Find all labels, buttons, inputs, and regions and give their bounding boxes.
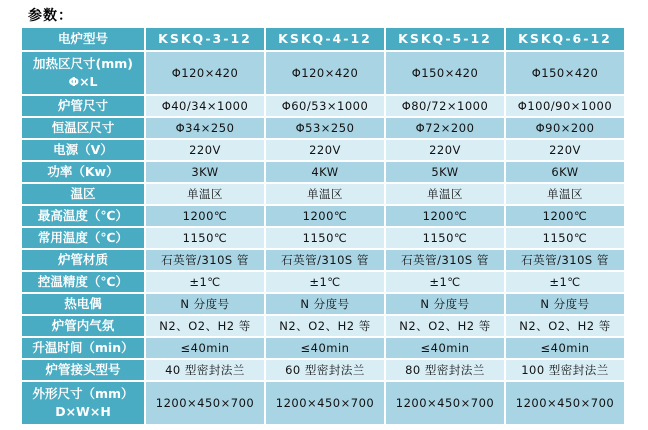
spec-cell: N2、O2、H2 等 — [386, 316, 504, 336]
row-label-line1: 炉管尺寸 — [57, 97, 108, 113]
spec-cell: N 分度号 — [386, 294, 504, 314]
page-title: 参数： — [28, 8, 73, 24]
row-label-line2: Φ×L — [68, 74, 98, 89]
spec-cell: 石英管/310S 管 — [266, 250, 384, 270]
spec-cell: Φ40/34×1000 — [146, 96, 264, 116]
spec-cell: ±1℃ — [506, 272, 624, 292]
spec-cell: 220V — [146, 140, 264, 160]
spec-cell: 1200℃ — [506, 206, 624, 226]
spec-cell: Φ72×200 — [386, 118, 504, 138]
spec-cell: Φ80/72×1000 — [386, 96, 504, 116]
spec-cell: N2、O2、H2 等 — [506, 316, 624, 336]
row-label-line1: 炉管材质 — [57, 251, 108, 267]
spec-cell: N 分度号 — [506, 294, 624, 314]
row-label-line1: 恒温区尺寸 — [51, 119, 115, 135]
spec-cell: N2、O2、H2 等 — [266, 316, 384, 336]
spec-cell: ±1℃ — [146, 272, 264, 292]
spec-cell: 1150℃ — [146, 228, 264, 248]
row-label-line1: 外形尺寸（mm） — [32, 385, 134, 401]
row-label-line1: 电源（V） — [53, 141, 113, 157]
spec-cell: 石英管/310S 管 — [506, 250, 624, 270]
spec-cell: ±1℃ — [266, 272, 384, 292]
spec-cell: 单温区 — [146, 184, 264, 204]
spec-cell: 1150℃ — [266, 228, 384, 248]
column-header-model: KSKQ-3-12 — [146, 28, 264, 50]
row-label-line1: 炉管内气氛 — [51, 317, 115, 333]
spec-cell: ≤40min — [386, 338, 504, 358]
row-label — [22, 162, 144, 182]
spec-cell: ≤40min — [506, 338, 624, 358]
row-label-line1: 温区 — [70, 185, 96, 201]
spec-cell: 1150℃ — [386, 228, 504, 248]
spec-cell: 4KW — [266, 162, 384, 182]
spec-cell: 220V — [386, 140, 504, 160]
spec-cell: 1200×450×700 — [146, 382, 264, 424]
spec-cell: 单温区 — [266, 184, 384, 204]
row-label-line1: 功率（Kw） — [47, 163, 119, 179]
column-header-parameter: 电炉型号 — [22, 28, 144, 50]
spec-cell: 1150℃ — [506, 228, 624, 248]
row-label-line1: 最高温度（℃） — [37, 207, 129, 223]
spec-cell: 5KW — [386, 162, 504, 182]
row-label — [22, 206, 144, 226]
spec-cell: 60 型密封法兰 — [266, 360, 384, 380]
row-label — [22, 96, 144, 116]
spec-cell: 单温区 — [506, 184, 624, 204]
spec-cell: 石英管/310S 管 — [146, 250, 264, 270]
row-label-line1: 加热区尺寸(mm) — [33, 55, 133, 71]
spec-cell: 1200℃ — [386, 206, 504, 226]
spec-table — [22, 28, 624, 424]
spec-cell: Φ120×420 — [146, 52, 264, 94]
spec-cell: 100 型密封法兰 — [506, 360, 624, 380]
spec-cell: 80 型密封法兰 — [386, 360, 504, 380]
spec-cell: Φ53×250 — [266, 118, 384, 138]
spec-cell: 1200×450×700 — [266, 382, 384, 424]
row-label — [22, 228, 144, 248]
spec-cell: Φ34×250 — [146, 118, 264, 138]
row-label-line1: 升温时间（min） — [32, 339, 134, 355]
spec-cell: 1200℃ — [266, 206, 384, 226]
spec-cell: Φ120×420 — [266, 52, 384, 94]
spec-cell: 1200×450×700 — [386, 382, 504, 424]
spec-cell: 石英管/310S 管 — [386, 250, 504, 270]
spec-cell: 单温区 — [386, 184, 504, 204]
row-label — [22, 250, 144, 270]
spec-cell: 6KW — [506, 162, 624, 182]
row-label-line2: D×W×H — [55, 404, 111, 419]
spec-cell: ≤40min — [266, 338, 384, 358]
spec-cell: Φ60/53×1000 — [266, 96, 384, 116]
column-header-model: KSKQ-4-12 — [266, 28, 384, 50]
spec-cell: 3KW — [146, 162, 264, 182]
spec-cell: 1200×450×700 — [506, 382, 624, 424]
row-label-line1: 热电偶 — [64, 295, 102, 311]
spec-cell: 40 型密封法兰 — [146, 360, 264, 380]
spec-cell: 220V — [266, 140, 384, 160]
row-label — [22, 118, 144, 138]
column-header-model: KSKQ-6-12 — [506, 28, 624, 50]
spec-cell: ±1℃ — [386, 272, 504, 292]
spec-cell: Φ150×420 — [386, 52, 504, 94]
row-label — [22, 382, 144, 424]
spec-cell: N 分度号 — [146, 294, 264, 314]
spec-cell: N 分度号 — [266, 294, 384, 314]
row-label-line1: 常用温度（℃） — [37, 229, 129, 245]
column-header-model: KSKQ-5-12 — [386, 28, 504, 50]
spec-cell: Φ150×420 — [506, 52, 624, 94]
spec-cell: 220V — [506, 140, 624, 160]
row-label — [22, 272, 144, 292]
row-label — [22, 140, 144, 160]
row-label — [22, 294, 144, 314]
row-label — [22, 52, 144, 94]
row-label — [22, 360, 144, 380]
row-label-line1: 控温精度（℃） — [37, 273, 129, 289]
spec-cell: Φ90×200 — [506, 118, 624, 138]
row-label — [22, 338, 144, 358]
spec-cell: ≤40min — [146, 338, 264, 358]
spec-cell: Φ100/90×1000 — [506, 96, 624, 116]
row-label — [22, 184, 144, 204]
spec-cell: N2、O2、H2 等 — [146, 316, 264, 336]
spec-cell: 1200℃ — [146, 206, 264, 226]
row-label-line1: 炉管接头型号 — [45, 361, 121, 377]
row-label — [22, 316, 144, 336]
